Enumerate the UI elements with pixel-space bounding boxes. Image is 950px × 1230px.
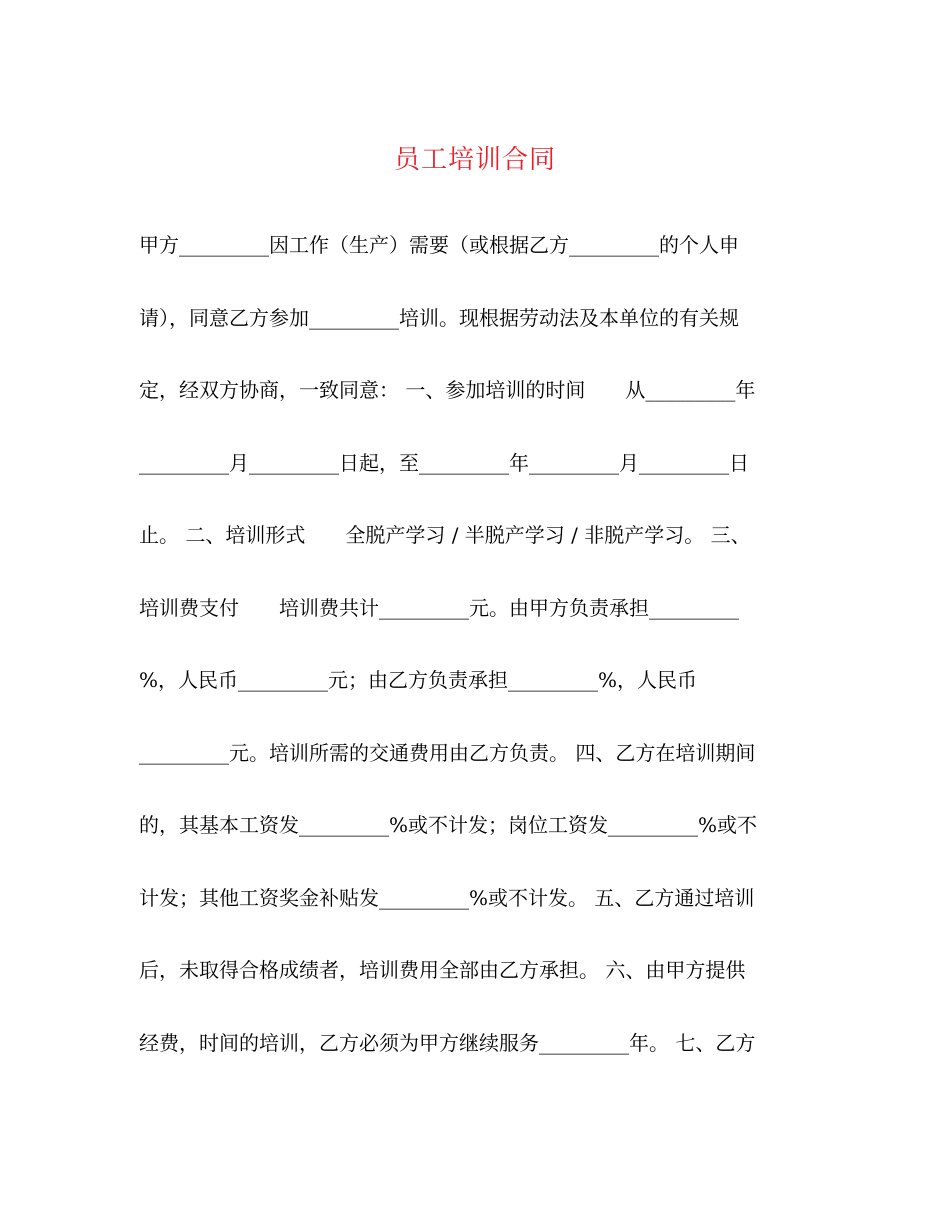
body-line: 止。 二、培训形式 全脱产学习 / 半脱产学习 / 非脱产学习。 三、	[139, 523, 751, 547]
body-line: 后，未取得合格成绩者，培训费用全部由乙方承担。 六、由甲方提供	[139, 958, 746, 982]
body-line: 定，经双方协商，一致同意： 一、参加培训的时间 从_________年	[139, 378, 756, 402]
body-line: 的，其基本工资发_________%或不计发；岗位工资发_________%或不	[139, 813, 758, 837]
document-title: 员工培训合同	[393, 145, 556, 175]
body-line: 经费，时间的培训，乙方必须为甲方继续服务_________年。 七、乙方	[139, 1031, 756, 1055]
body-line: _________元。培训所需的交通费用由乙方负责。 四、乙方在培训期间	[139, 741, 756, 765]
body-line: %，人民币_________元；由乙方负责承担_________%，人民币	[139, 668, 698, 692]
body-line: 计发；其他工资奖金补贴发_________%或不计发。 五、乙方通过培训	[139, 886, 755, 910]
body-line: _________月_________日起，至_________年_________月_________日	[139, 451, 749, 475]
body-line: 培训费支付 培训费共计_________元。由甲方负责承担_________	[139, 596, 739, 620]
body-line: 请），同意乙方参加_________培训。现根据劳动法及本单位的有关规	[139, 306, 739, 330]
body-line: 甲方_________因工作（生产）需要（或根据乙方_________的个人申	[139, 233, 739, 257]
